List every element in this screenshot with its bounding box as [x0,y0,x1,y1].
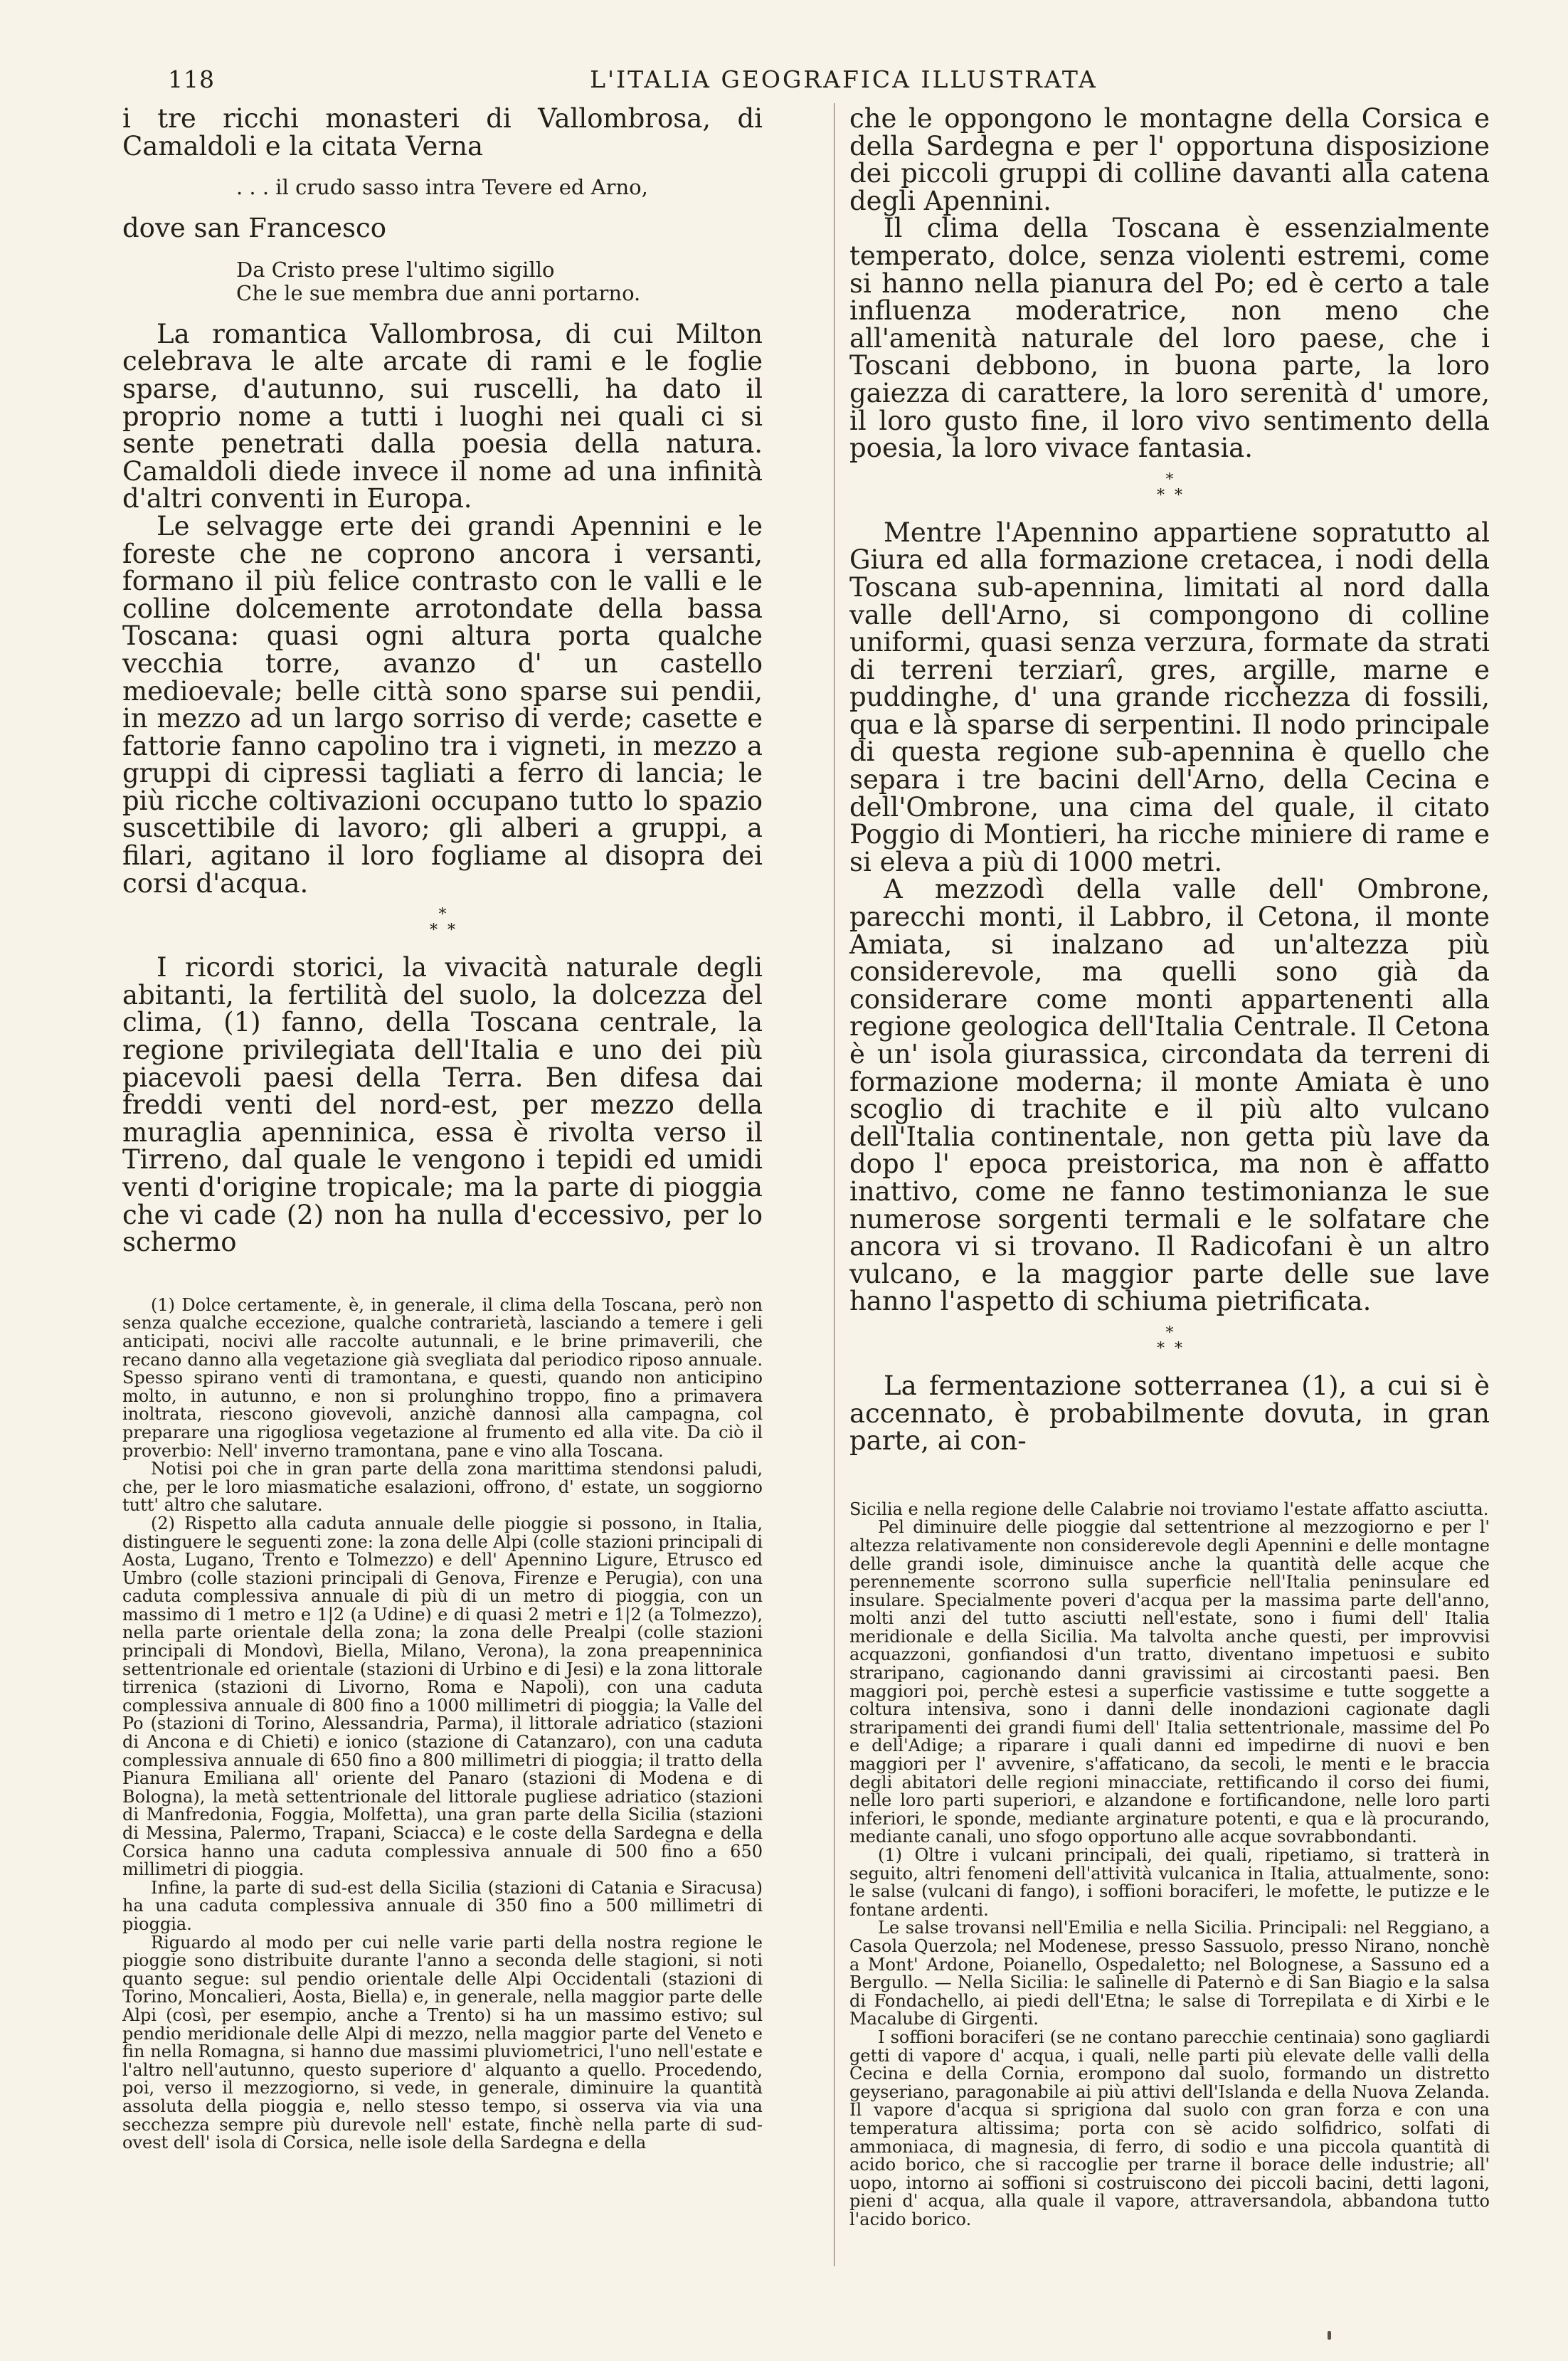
separator-stars: * * [430,921,455,940]
separator-star: * [1165,470,1174,489]
footnote-paragraph: (1) Oltre i vulcani principali, dei quali, ripetiamo, si tratterà in seguito, altri fenomeni dell'attività vulcanica in Italia, attualmente, sono: le salse (vulcani di fango), i soffioni boraciferi, le mofette, le putizze e le fontane ardenti. [849,1845,1490,1920]
verse-line: Che le sue membra due anni portarno. [236,280,641,305]
footnote-paragraph: Infine, la parte di sud-est della Sicilia (stazioni di Catania e Siracusa) ha una caduta complessiva annuale di 350 fino a 500 millimetri di pioggia. [122,1877,763,1934]
footnotes-left [122,1296,763,2153]
column-rule [834,103,835,2266]
footnote-paragraph: I soffioni boraciferi (se ne contano parecchie centinaia) sono gagliardi getti di vapore d' acqua, i quali, nelle parti più elevate delle valli della Cecina e della Cornia, erompono dal suolo, formando un distretto geyseriano, paragonabile ai più attivi dell'Islanda e della Nuova Zelanda. Il vapore d'acqua si sprigiona dal suolo con gran forza e con una temperatura altissima; porta con sè acido solfidrico, solfati di ammoniaca, di magnesia, di ferro, di sodio e una piccola quantità di acido borico, che si raccoglie per trarne il borace delle industrie; all' uopo, intorno ai soffioni si costruiscono dei piccoli bacini, detti lagoni, pieni d' acqua, alla quale il vapore, attraversandola, abbandona tutto l'acido borico. [849,2027,1490,2229]
paragraph-continuation: che le oppongono le montagne della Corsica e della Sardegna e per l' opportuna disposizione dei piccoli gruppi di colline davanti alla catena degli Apennini. [849,103,1490,216]
footnotes-right [849,1501,1490,2229]
paragraph-clima: Il clima della Toscana è essenzialmente temperato, dolce, senza violenti estremi, come si hanno nella pianura del Po; ed è certo a tale influenza moderatrice, non meno che all'amenità naturale del loro paese, che i Toscani debbono, in buona parte, la loro gaiezza di carattere, la loro serenità d' umore, il loro gusto fine, il loro vivo sentimento della poesia, la loro vivace fantasia. [849,213,1490,464]
verse-quote-1 [236,176,763,199]
verse-line: . . . il crudo sasso intra Tevere ed Arno, [236,175,648,200]
footnote-paragraph: Notisi poi che in gran parte della zona marittima stendonsi paludi, che, per le loro miasmatiche esalazioni, offrono, d' estate, un soggiorno tutt' altro che salutare. [122,1459,763,1516]
footnote-paragraph: Pel diminuire delle pioggie dal settentrione al mezzogiorno e per l' altezza relativamente non considerevole degli Apennini e delle montagne delle grandi isole, diminuisce anche la quantità delle acque che perennemente scorrono sulla superficie nell'Italia peninsulare ed insulare. Specialmente poveri d'acqua per la massima parte dell'anno, molti anzi del tutto asciutti nell'estate, sono i fiumi dell' Italia meridionale e della Sicilia. Ma talvolta anche questi, per improvvisi acquazzoni, gonfiandosi d'un tratto, diventano impetuosi e subito straripano, cagionando danni gravissimi ai circostanti paesi. Ben maggiori poi, perchè estesi a superficie vastissime e tutte soggette a coltura intensiva, sono i danni delle inondazioni cagionate dagli straripamenti dei grandi fiumi dell' Italia settentrionale, massime del Po e dell'Adige; a riparare i quali danni ed impedirne di nuovi e ben maggiori per l' avvenire, s'affaticano, da secoli, le menti e le braccia degli abitatori delle regioni minacciate, rettificando il corso dei fiumi, nelle loro parti superiori, e alzandone e fortificandone, nelle loro parti inferiori, le sponde, mediante arginature potenti, e qua e là procurando, mediante canali, uno sfogo opportuno alle acque sovrabbondanti. [849,1517,1490,1847]
footnote-paragraph: Riguardo al modo per cui nelle varie parti della nostra regione le pioggie sono distribuite durante l'anno a seconda delle stagioni, si noti quanto segue: sul pendio orientale delle Alpi Occidentali (stazioni di Torino, Moncalieri, Aosta, Biella) e, in generale, nella maggior parte delle Alpi (così, per esempio, anche a Trento) si ha un massimo estivo; sul pendio meridionale delle Alpi di mezzo, nella maggior parte del Veneto e fin nella Romagna, si hanno due massimi pluviometrici, l'uno nell'estate e l'altro nell'autunno, questo superiore d' alquanto a quello. Procedendo, poi, verso il mezzogiorno, si vede, in generale, diminuire la quantità assoluta della pioggia e, nello stesso tempo, si osserva via via una secchezza sempre più durevole nell' estate, finchè nella parte di sud-ovest dell' isola di Corsica, nelle isole della Sardegna e della [122,1932,763,2153]
ink-speck [1328,2331,1331,2340]
verse-quote-2 [236,258,763,305]
separator-stars: * * [1157,1339,1182,1358]
intro-text: i tre ricchi monasteri di Vallombrosa, di Camaldoli e la citata Verna [122,103,763,162]
transition-text: dove san Francesco [122,213,387,244]
section-separator [122,907,763,939]
separator-stars: * * [1157,486,1182,505]
paragraph-fermentazione: La fermentazione sotterranea (1), a cui si è accennato, è probabilmente dovuta, in gran parte, ai con- [849,1370,1490,1457]
page-header [168,65,1520,101]
footnote-paragraph: (1) Dolce certamente, è, in generale, il clima della Toscana, però non senza qualche eccezione, qualche contrarietà, lasciando a temere i geli anticipati, nocivi alle raccolte autunnali, e le brine primaverili, che recano danno alla vegetazione già svegliata dal periodico riposo annuale. Spesso spirano venti di tramontana, e questi, quando non anticipino molto, in autunno, e non si prolunghino troppo, fino a primavera inoltrata, riescono giovevoli, anzichè dannosi alla campagna, col preparare una rigogliosa vegetazione al frumento ed alla vite. Da ciò il proverbio: Nell' inverno tramontana, pane e vino alla Toscana. [122,1294,763,1461]
separator-star: * [1165,1324,1174,1342]
footnote-paragraph: (2) Rispetto alla caduta annuale delle pioggie si possono, in Italia, distinguere le seguenti zone: la zona delle Alpi (colle stazioni principali di Aosta, Lugano, Trento e Tolmezzo) e dell' Apennino Ligure, Etrusco ed Umbro (colle stazioni principali di Genova, Firenze e Perugia), con una caduta complessiva annuale di più di un metro di pioggia, con un massimo di 1 metro e 1|2 (a Udine) e di quasi 2 metri e 1|2 (a Tolmezzo), nella parte orientale della zona; la zona delle Prealpi (colle stazioni principali di Mondovì, Biella, Milano, Verona), la zona preapenninica settentrionale ed orientale (stazioni di Urbino e di Jesi) e la zona littorale tirrenica (stazioni di Livorno, Roma e Napoli), con una caduta complessiva annuale di 800 fino a 1000 millimetri di pioggia; la Valle del Po (stazioni di Torino, Alessandria, Parma), il littorale adriatico (stazioni di Ancona e di Chieti) e ionico (stazione di Catanzaro), con una caduta complessiva annuale di 650 fino a 800 millimetri di pioggia; il tratto della Pianura Emiliana all' oriente del Panaro (stazioni di Modena e di Bologna), la metà settentrionale del littorale pugliese adriatico (stazioni di Manfredonia, Foggia, Molfetta), una gran parte della Sicilia (stazioni di Messina, Palermo, Trapani, Sciacca) e le coste della Sardegna e della Corsica hanno una caduta complessiva annuale di 500 fino a 650 millimetri di pioggia. [122,1513,763,1880]
running-title: L'ITALIA GEOGRAFICA ILLUSTRATA [590,65,1098,93]
section-separator [849,472,1490,504]
section-separator [849,1326,1490,1357]
paragraph-ricordi: I ricordi storici, la vivacità naturale degli abitanti, la fertilità del suolo, la dolcezza del clima, (1) fanno, della Toscana centrale, la regione privilegiata dell'Italia e uno dei più piacevoli paesi della Terra. Ben difesa dai freddi venti del nord-est, per mezzo della muraglia apenninica, essa è rivolta verso il Tirreno, dal quale le vengono i tepidi ed umidi venti d'origine tropicale; ma la parte di pioggia che vi cade (2) non ha nulla d'eccessivo, per lo schermo [122,952,763,1258]
footnote-paragraph: Sicilia e nella regione delle Calabrie noi troviamo l'estate affatto asciutta. [849,1499,1489,1519]
footnote-paragraph: Le salse trovansi nell'Emilia e nella Sicilia. Principali: nel Reggiano, a Casola Querzola; nel Modenese, presso Sassuolo, presso Nirano, nonchè a Mont' Ardone, Poianello, Ospedaletto; nel Bolognese, a Sassuno ed a Bergullo. — Nella Sicilia: le salinelle di Paternò e di San Biagio e la salsa di Fondachello, ai piedi dell'Etna; le salse di Torrepilata e di Xirbi e le Macalube di Girgenti. [849,1918,1490,2029]
page-number: 118 [168,65,215,93]
paragraph-vallombrosa: La romantica Vallombrosa, di cui Milton celebrava le alte arcate di rami e le foglie sparse, d'autunno, sui ruscelli, ha dato il proprio nome a tutti i luoghi nei quali ci si sente penetrati dalla poesia della natura. Camaldoli diede invece il nome ad una infinità d'altri conventi in Europa. [122,318,763,514]
right-column [849,105,1490,2229]
verse-line: Da Cristo prese l'ultimo sigillo [236,257,555,282]
paragraph-apennini: Le selvagge erte dei grandi Apennini e le foreste che ne coprono ancora i versanti, formano il più felice contrasto con le valli e le colline dolcemente arrotondate della bassa Toscana: quasi ogni altura porta qualche vecchia torre, avanzo d' un castello medioevale; belle città sono sparse sui pendii, in mezzo ad un largo sorriso di verde; casette e fattorie fanno capolino tra i vigneti, in mezzo a gruppi di cipressi tagliati a ferro di lancia; le più ricche coltivazioni occupano tutto lo spazio suscettibile di lavoro; gli alberi a gruppi, a filari, agitano il loro fogliame al disopra dei corsi d'acqua. [122,510,763,899]
paragraph-ombrone: A mezzodì della valle dell' Ombrone, parecchi monti, il Labbro, il Cetona, il monte Amiata, si inalzano ad un'altezza più considerevole, ma quelli sono già da considerare come monti appartenenti alla regione geologica dell'Italia Centrale. Il Cetona è un' isola giurassica, circondata da terreni di formazione moderna; il monte Amiata è uno scoglio di trachite e il più alto vulcano dell'Italia continentale, non getta più lave da dopo l' epoca preistorica, ma non è affatto inattivo, come ne fanno testimonianza le sue numerose sorgenti termali e le solfatare che ancora vi si trovano. Il Radicofani è un altro vulcano, e la maggior parte delle sue lave hanno l'aspetto di schiuma pietrificata. [849,874,1490,1317]
paragraph-apennino-geologia: Mentre l'Apennino appartiene sopratutto al Giura ed alla formazione cretacea, i nodi della Toscana sub-apennina, limitati al nord dalla valle dell'Arno, si compongono di colline uniformi, quasi senza verzura, formate da strati di terreni terziarî, gres, argille, marne e puddinghe, d' una grande ricchezza di fossili, qua e là sparse di serpentini. Il nodo principale di questa regione sub-apennina è quello che separa i tre bacini dell'Arno, della Cecina e dell'Ombrone, una cima del quale, il citato Poggio di Montieri, ha ricche miniere di rame e si eleva a più di 1000 metri. [849,517,1490,877]
left-column [122,105,763,2153]
separator-star: * [438,906,447,924]
